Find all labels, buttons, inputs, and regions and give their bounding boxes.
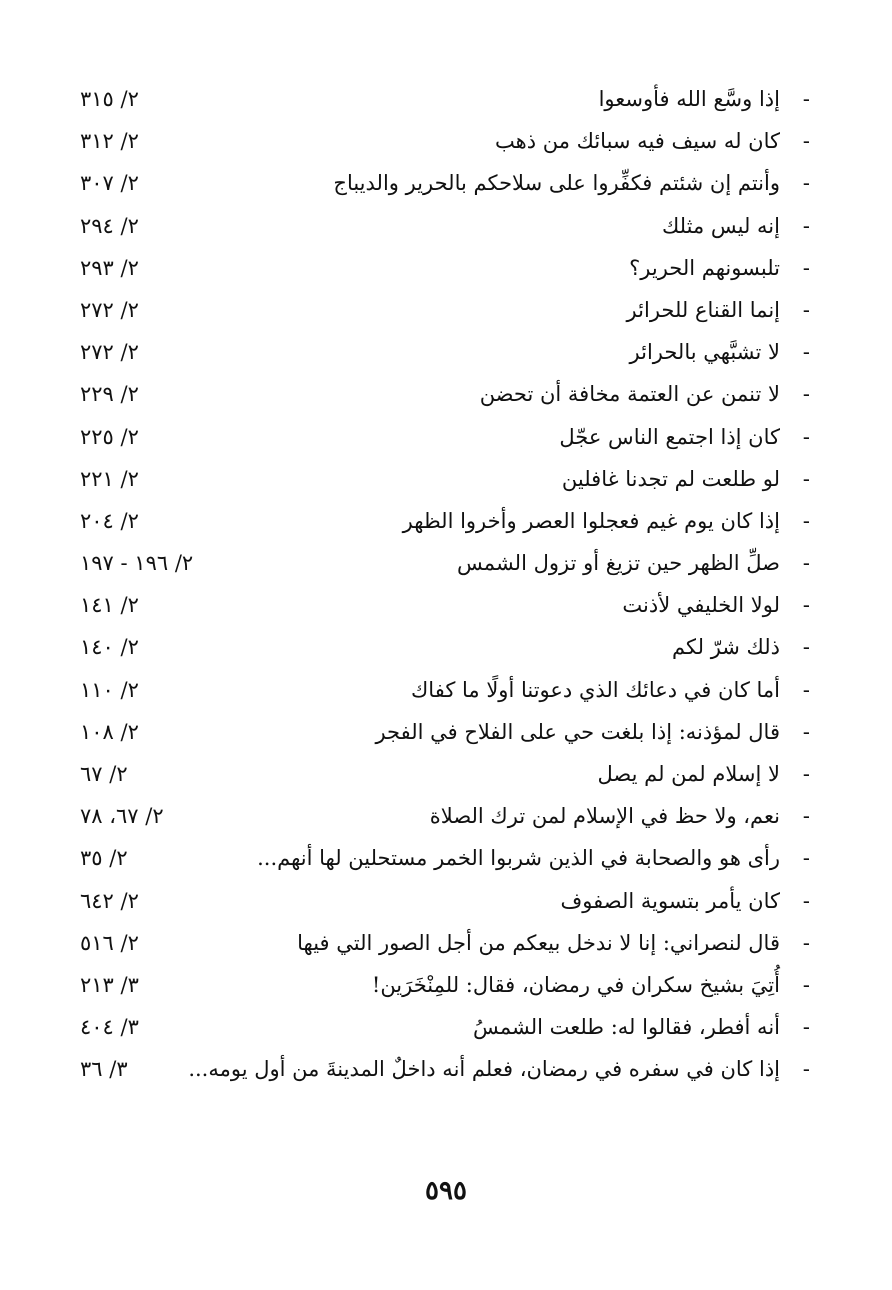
page-number: ٥٩٥	[425, 1176, 467, 1206]
entry-reference: ٢/ ٣٠٧	[80, 171, 139, 196]
entry-reference: ٢/ ٢٧٢	[80, 297, 139, 322]
index-entry	[80, 964, 810, 1006]
entry-text: لا إسلام لمن لم يصل	[597, 762, 780, 786]
entry-text: أما كان في دعائك الذي دعوتنا أولًا ما كفاك	[411, 677, 780, 702]
entry-dash: -	[802, 171, 810, 196]
index-entry	[80, 205, 810, 247]
entry-dash: -	[802, 213, 810, 238]
entry-text: لا تنمن عن العتمة مخافة أن تحضن	[479, 382, 780, 407]
entry-text: لولا الخليفي لأذنت	[622, 593, 780, 618]
entry-text: أنه أفطر، فقالوا له: طلعت الشمسُ	[473, 1015, 780, 1040]
entry-text: إذا وسَّع الله فأوسعوا	[598, 87, 780, 111]
entry-dash: -	[802, 635, 810, 660]
entry-reference: ٢/ ١٠٨	[80, 719, 139, 744]
index-entry	[80, 120, 810, 162]
entry-reference: ٢/ ٢٧٢	[80, 340, 139, 365]
entry-reference: ٢/ ١٩٦ - ١٩٧	[80, 551, 194, 576]
index-entry	[80, 416, 810, 458]
index-entry	[80, 458, 810, 500]
entry-reference: ٢/ ١٤١	[80, 593, 139, 618]
entry-text: لا تشبَّهي بالحرائر	[629, 340, 780, 365]
entry-text: كان يأمر بتسوية الصفوف	[560, 888, 780, 913]
entry-dash: -	[802, 677, 810, 702]
index-entry	[80, 331, 810, 373]
entry-reference: ٢/ ٣١٢	[80, 129, 139, 154]
entry-text: رأى هو والصحابة في الذين شربوا الخمر مستحلين لها أنهم...	[257, 846, 780, 871]
index-entry	[80, 753, 810, 795]
entry-text: أُتِيَ بشيخ سكران في رمضان، فقال: للمِنْخَرَين!	[371, 972, 780, 997]
entry-dash: -	[802, 424, 810, 449]
entry-text: صلِّ الظهر حين تزيغ أو تزول الشمس	[457, 551, 780, 576]
entry-reference: ٣/ ٣٦	[80, 1057, 128, 1082]
index-entry	[80, 542, 810, 584]
entry-reference: ٢/ ٢٢١	[80, 466, 139, 491]
entry-dash: -	[802, 508, 810, 533]
entry-dash: -	[802, 1015, 810, 1040]
index-entry	[80, 1006, 810, 1048]
entry-dash: -	[802, 593, 810, 618]
index-entry	[80, 162, 810, 204]
entry-text: ذلك شرّ لكم	[672, 635, 780, 660]
entry-text: إنه ليس مثلك	[661, 213, 780, 238]
entry-dash: -	[802, 930, 810, 955]
entry-reference: ٢/ ٣٥	[80, 846, 128, 871]
index-entry	[80, 584, 810, 626]
entry-reference: ٢/ ٣١٥	[80, 87, 139, 111]
entry-text: كان إذا اجتمع الناس عجّل	[559, 424, 780, 449]
entry-reference: ٢/ ١٤٠	[80, 635, 139, 660]
index-entry	[80, 922, 810, 964]
entry-reference: ٢/ ١١٠	[80, 677, 139, 702]
entry-text: إذا كان يوم غيم فعجلوا العصر وأخروا الظهر	[402, 508, 780, 533]
entry-text: إنما القناع للحرائر	[626, 297, 780, 322]
entry-dash: -	[802, 129, 810, 154]
entry-reference: ٣/ ٢١٣	[80, 972, 139, 997]
index-entry	[80, 289, 810, 331]
index-entry	[80, 78, 810, 120]
index-entry	[80, 373, 810, 415]
entry-reference: ٢/ ٢٩٤	[80, 213, 139, 238]
entry-dash: -	[802, 87, 810, 111]
entry-reference: ٢/ ٢٠٤	[80, 508, 139, 533]
entry-dash: -	[802, 972, 810, 997]
entry-dash: -	[802, 340, 810, 365]
index-entry	[80, 880, 810, 922]
entry-dash: -	[802, 551, 810, 576]
entry-text: كان له سيف فيه سبائك من ذهب	[495, 129, 780, 154]
entry-reference: ٢/ ٦٧	[80, 762, 128, 786]
entry-dash: -	[802, 382, 810, 407]
entry-text: لو طلعت لم تجدنا غافلين	[561, 466, 780, 491]
entry-text: تلبسونهم الحرير؟	[629, 255, 780, 280]
entry-dash: -	[802, 719, 810, 744]
entry-reference: ٢/ ٦٤٢	[80, 888, 139, 913]
entry-reference: ٢/ ٢٩٣	[80, 255, 139, 280]
entry-dash: -	[802, 1057, 810, 1082]
entry-dash: -	[802, 297, 810, 322]
entry-reference: ٢/ ٢٢٩	[80, 382, 139, 407]
index-entry	[80, 669, 810, 711]
entry-reference: ٢/ ٢٢٥	[80, 424, 139, 449]
entry-text: قال لمؤذنه: إذا بلغت حي على الفلاح في الفجر	[375, 719, 780, 744]
entry-text: إذا كان في سفره في رمضان، فعلم أنه داخلٌ المدينةَ من أول يومه...	[188, 1057, 780, 1082]
index-entry	[80, 500, 810, 542]
entry-text: نعم، ولا حظ في الإسلام لمن ترك الصلاة	[429, 804, 780, 829]
entry-dash: -	[802, 255, 810, 280]
entry-text: قال لنصراني: إنا لا ندخل بيعكم من أجل الصور التي فيها	[297, 930, 780, 955]
index-entry	[80, 795, 810, 837]
index-entry	[80, 626, 810, 668]
index-entry	[80, 1048, 810, 1090]
index-entry	[80, 247, 810, 289]
entry-reference: ٣/ ٤٠٤	[80, 1015, 139, 1040]
entry-dash: -	[802, 888, 810, 913]
narration-index-list	[80, 78, 810, 1091]
index-entry	[80, 837, 810, 879]
entry-reference: ٢/ ٥١٦	[80, 930, 139, 955]
entry-dash: -	[802, 846, 810, 871]
index-entry	[80, 711, 810, 753]
entry-dash: -	[802, 466, 810, 491]
entry-reference: ٢/ ٦٧، ٧٨	[80, 804, 164, 829]
entry-dash: -	[802, 762, 810, 786]
entry-dash: -	[802, 804, 810, 829]
entry-text: وأنتم إن شئتم فكفِّروا على سلاحكم بالحرير والديباج	[333, 171, 780, 196]
